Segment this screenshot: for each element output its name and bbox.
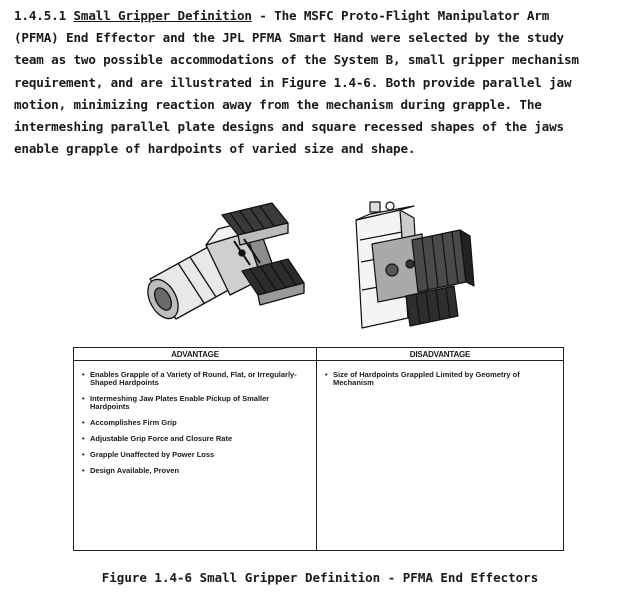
advantage-item: • Grapple Unaffected by Power Loss xyxy=(82,451,308,459)
paragraph-line-1-text: - The MSFC Proto-Flight Manipulator Arm xyxy=(251,8,550,23)
disadvantage-header: DISADVANTAGE xyxy=(317,348,564,361)
disadvantage-list xyxy=(325,371,555,387)
msfc-end-effector-illustration xyxy=(138,195,308,335)
paragraph-line-7: enable grapple of hardpoints of varied size and shape. xyxy=(14,141,416,157)
disadvantage-cell xyxy=(317,361,564,551)
advantage-item: • Adjustable Grip Force and Closure Rate xyxy=(82,435,308,443)
section-number: 1.4.5.1 xyxy=(14,8,67,23)
paragraph-line-1 xyxy=(14,5,630,27)
paragraph-line-4: requirement, and are illustrated in Figure 1.4-6. Both provide parallel jaw xyxy=(14,74,572,90)
advantage-item: • Enables Grapple of a Variety of Round, Flat, or Irregularly-Shaped Hardpoints xyxy=(82,371,308,387)
advantage-table xyxy=(73,347,564,551)
jpl-smart-hand-illustration xyxy=(348,200,478,340)
paragraph-line-5: motion, minimizing reaction away from the mechanism during grapple. The xyxy=(14,96,542,112)
figure-caption: Figure 1.4-6 Small Gripper Definition - PFMA End Effectors xyxy=(101,570,539,585)
paragraph-line-6: intermeshing parallel plate designs and square recessed shapes of the jaws xyxy=(14,119,564,135)
paragraph-line-3: team as two possible accommodations of the System B, small gripper mechanism xyxy=(14,52,579,68)
section-heading: Small Gripper Definition xyxy=(73,8,252,23)
body-paragraph xyxy=(14,5,630,160)
advantage-list xyxy=(82,371,308,475)
advantage-item: • Accomplishes Firm Grip xyxy=(82,419,308,427)
paragraph-line-2: (PFMA) End Effector and the JPL PFMA Smart Hand were selected by the study xyxy=(14,30,564,46)
advantage-item: • Design Available, Proven xyxy=(82,467,308,475)
disadvantage-item: • Size of Hardpoints Grappled Limited by Geometry of Mechanism xyxy=(325,371,555,387)
advantage-header: ADVANTAGE xyxy=(74,348,317,361)
advantage-item: • Intermeshing Jaw Plates Enable Pickup of Smaller Hardpoints xyxy=(82,395,308,411)
advantage-cell xyxy=(74,361,317,551)
